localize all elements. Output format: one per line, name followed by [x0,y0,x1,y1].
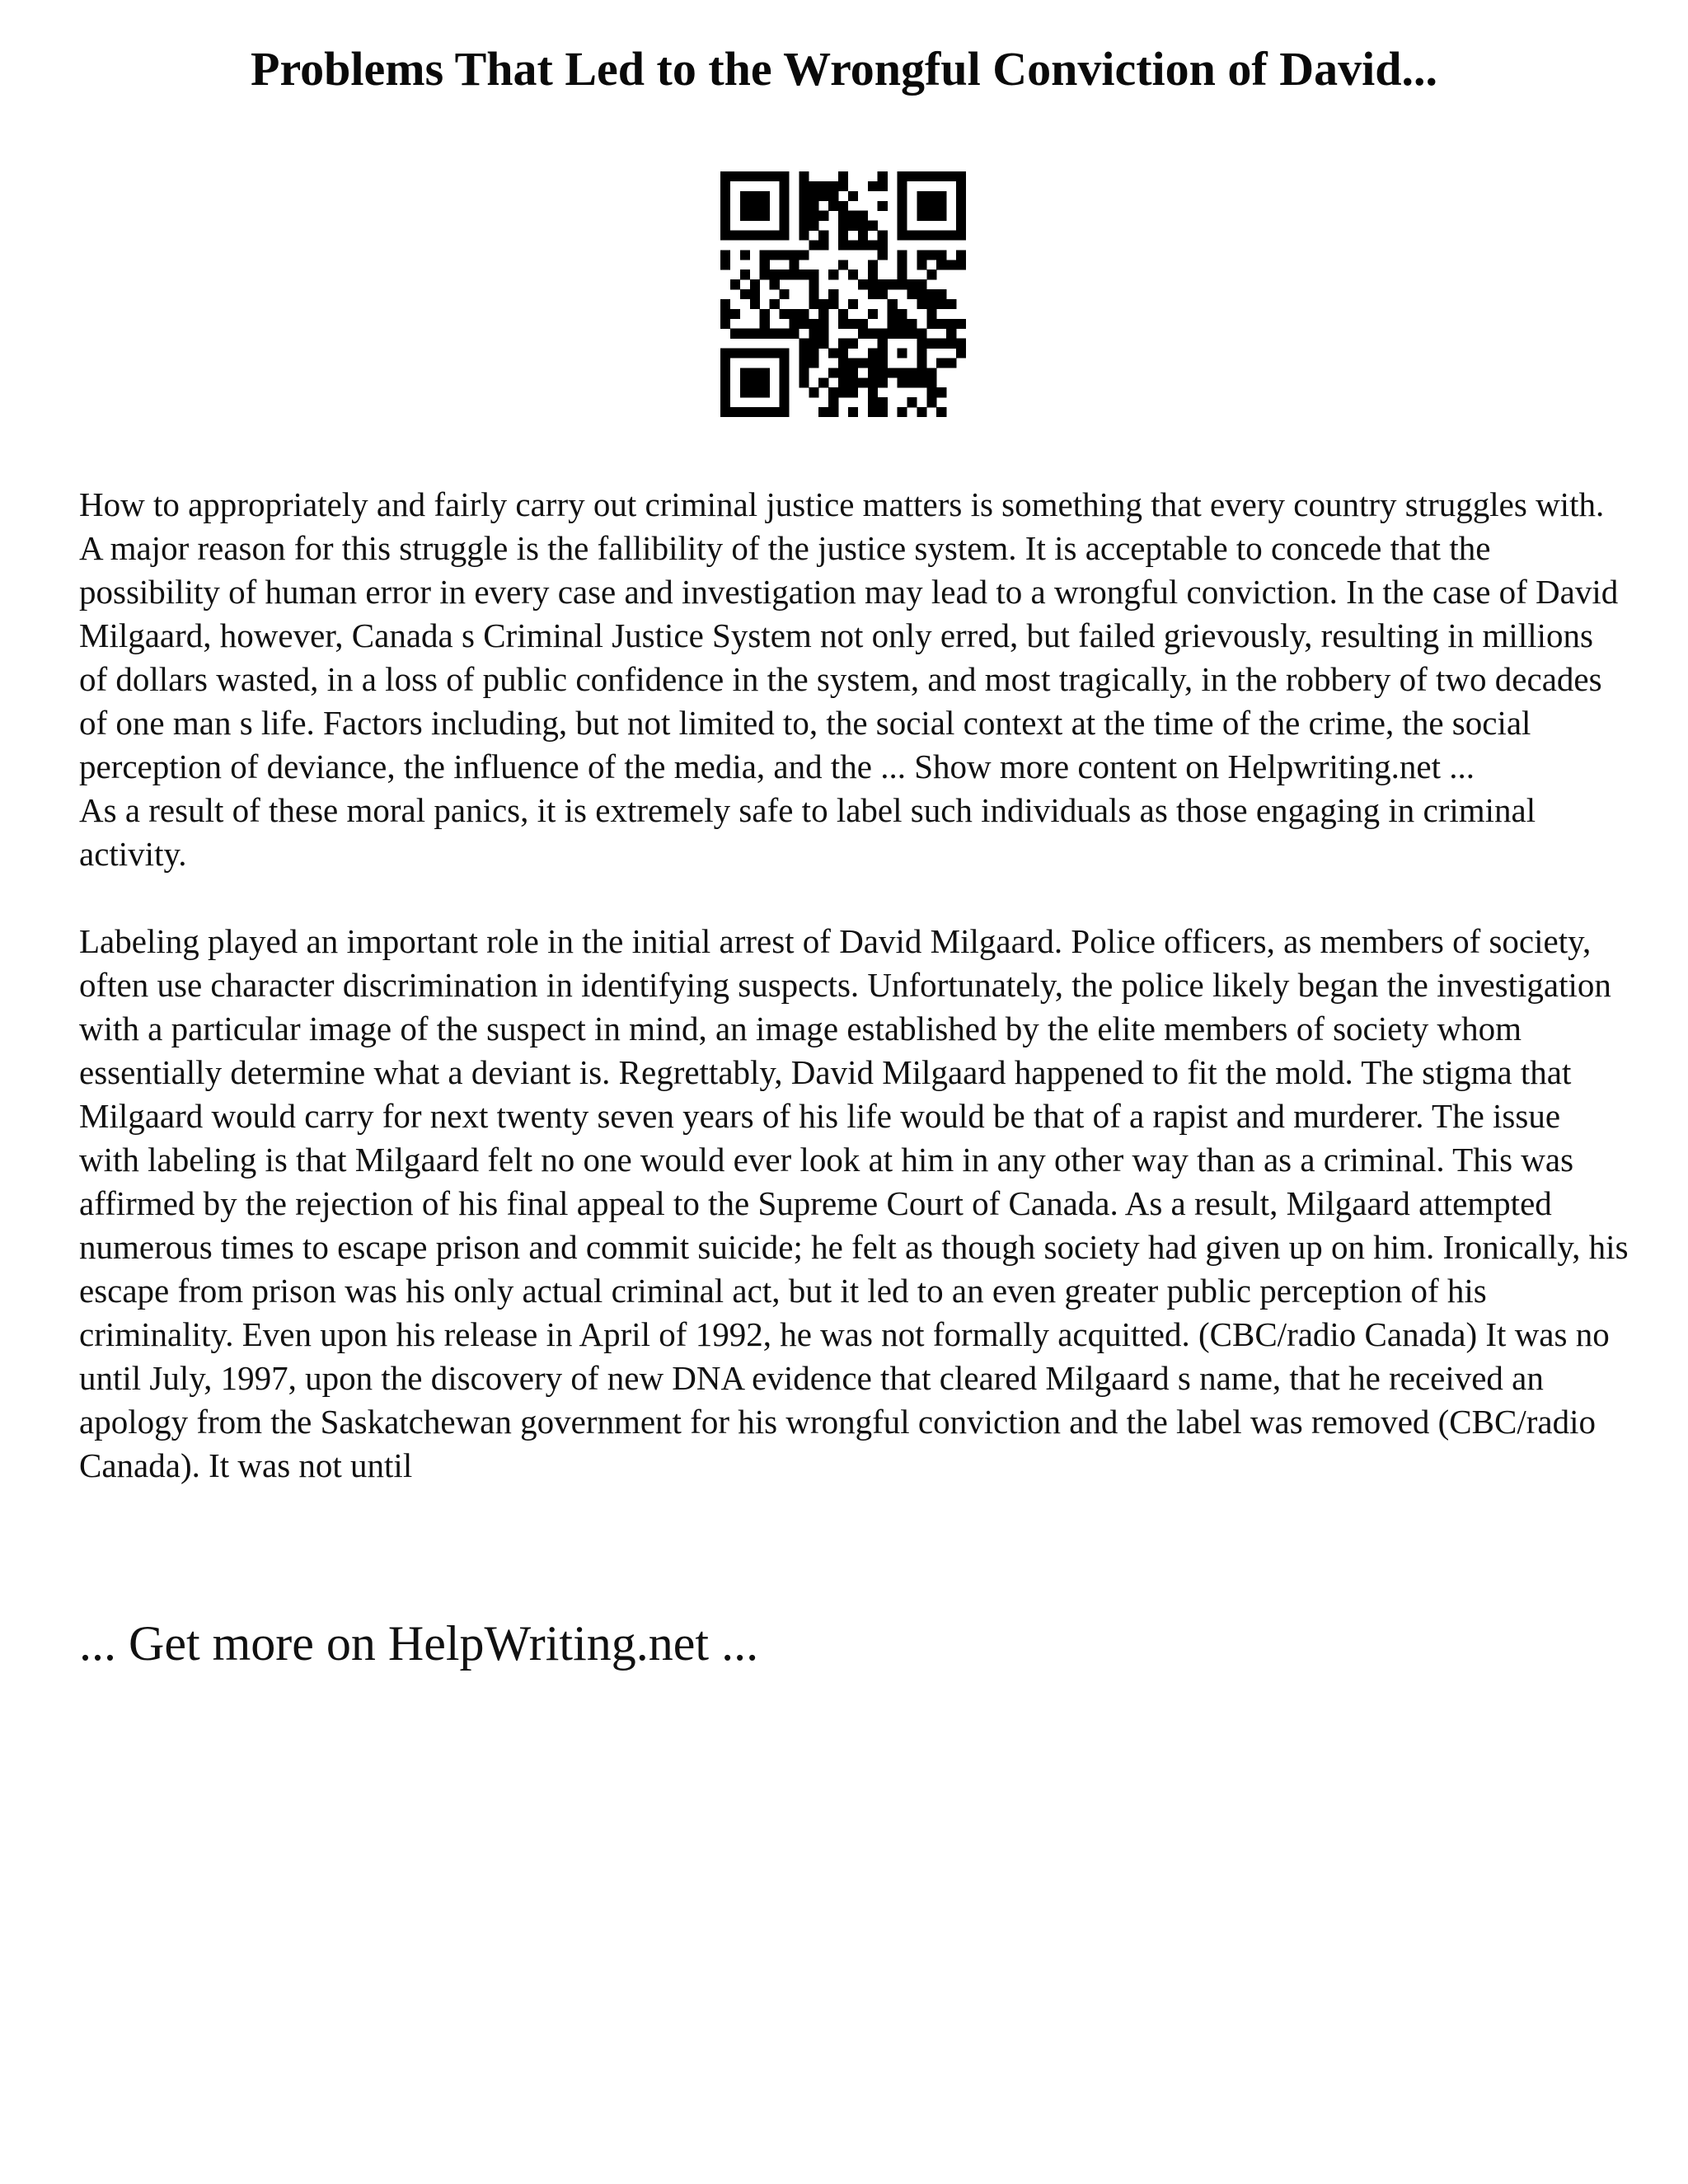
body-paragraph-labeling: Labeling played an important role in the initial arrest of David Milgaard. Police officers, as members of society, often use character discrimination in identifying suspects. Unfortunately, the police likely began the investigation with a particular image of the suspect in mind, an image established by the elite members of society whom essentially determine what a deviant is. Regrettably, David Milgaard happened to fit the mold. The stigma that Milgaard would carry for next twenty seven years of his life would be that of a rapist and murderer. The issue with labeling is that Milgaard felt no one would ever look at him in any other way than as a criminal. This was affirmed by the rejection of his final appeal to the Supreme Court of Canada. As a result, Milgaard attempted numerous times to escape prison and commit suicide; he felt as though society had given up on him. Ironically, his escape from prison was his only actual criminal act, but it led to an even greater public perception of his criminality. Even upon his release in April of 1992, he was not formally acquitted. (CBC/radio Canada) It was no until July, 1997, upon the discovery of new DNA evidence that cleared Milgaard s name, that he received an apology from the Saskatchewan government for his wrongful conviction and the label was removed (CBC/radio Canada). It was not until [79,922,1629,1484]
paragraph-spacer [79,876,1629,920]
page-title: Problems That Led to the Wrongful Conviction of David... [251,42,1437,96]
qr-code-icon [720,171,966,417]
qr-code-graphic [720,171,966,417]
article-body [79,483,1629,1488]
get-more-link[interactable]: ... Get more on HelpWriting.net ... [79,1616,759,1671]
body-paragraph-moral-panics: As a result of these moral panics, it is extremely safe to label such individuals as those engaging in criminal activity. [79,791,1536,873]
body-paragraph-intro: How to appropriately and fairly carry out criminal justice matters is something that every country struggles with. A major reason for this struggle is the fallibility of the justice system. It is acceptable to concede that the possibility of human error in every case and investigation may lead to a wrongful conviction. In the case of David Milgaard, however, Canada s Criminal Justice System not only erred, but failed grievously, resulting in millions of dollars wasted, in a loss of public confidence in the system, and most tragically, in the robbery of two decades of one man s life. Factors including, but not limited to, the social context at the time of the crime, the social perception of deviance, the influence of the media, and the ... Show more content on Helpwriting.net ... [79,485,1619,785]
